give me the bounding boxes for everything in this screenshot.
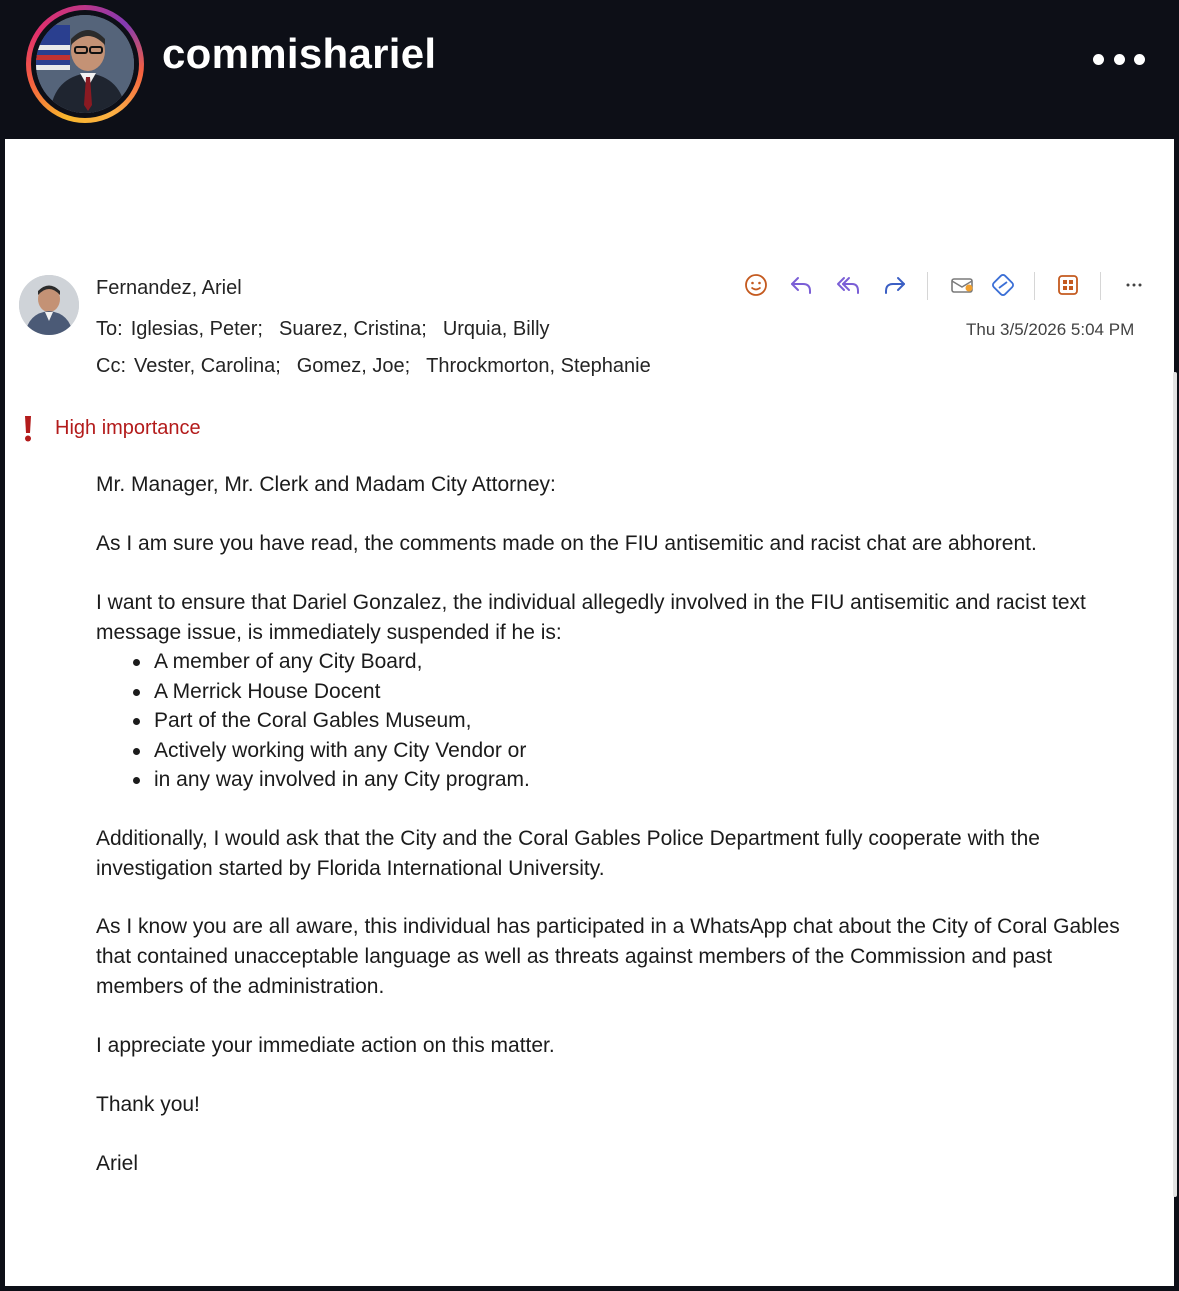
toolbar-divider bbox=[1034, 272, 1035, 300]
toolbar-divider bbox=[927, 272, 928, 300]
emoji-icon[interactable] bbox=[743, 272, 769, 298]
recipient[interactable]: Urquia, Billy bbox=[442, 318, 550, 340]
more-icon[interactable] bbox=[1121, 272, 1147, 298]
profile-username[interactable]: commishariel bbox=[162, 30, 437, 77]
reply-all-icon[interactable] bbox=[835, 272, 861, 298]
sent-timestamp: Thu 3/5/2026 5:04 PM bbox=[966, 320, 1135, 339]
body-greeting: Mr. Manager, Mr. Clerk and Madam City Attorney: bbox=[96, 473, 556, 496]
sender-name[interactable]: Fernandez, Ariel bbox=[96, 277, 242, 299]
apps-icon[interactable] bbox=[1055, 272, 1081, 298]
importance-flag bbox=[21, 413, 201, 443]
loop-icon[interactable] bbox=[990, 272, 1016, 298]
recipient[interactable]: Vester, Carolina; bbox=[134, 355, 281, 377]
list-item: A member of any City Board, bbox=[133, 647, 530, 677]
profile-avatar[interactable] bbox=[36, 15, 134, 113]
to-recipients bbox=[96, 318, 566, 341]
body-paragraph: I want to ensure that Dariel Gonzalez, the individual allegedly involved in the FIU antisemitic and racist text message issue, is immediately suspended if he is: bbox=[96, 591, 1086, 644]
list-item: in any way involved in any City program. bbox=[133, 765, 530, 795]
exclamation-icon bbox=[21, 414, 35, 442]
body-signature: Ariel bbox=[96, 1152, 139, 1175]
bullet-list bbox=[133, 647, 530, 795]
profile-header bbox=[5, 0, 1179, 139]
forward-icon[interactable] bbox=[882, 272, 908, 298]
list-item: Part of the Coral Gables Museum, bbox=[133, 706, 530, 736]
recipient[interactable]: Iglesias, Peter; bbox=[130, 318, 263, 340]
recipient[interactable]: Suarez, Cristina; bbox=[278, 318, 427, 340]
list-item: Actively working with any City Vendor or bbox=[133, 736, 530, 766]
to-label: To: bbox=[96, 318, 123, 340]
recipient[interactable]: Gomez, Joe; bbox=[296, 355, 411, 377]
recipient[interactable]: Throckmorton, Stephanie bbox=[426, 355, 651, 377]
body-paragraph: As I am sure you have read, the comments made on the FIU antisemitic and racist chat are abhorent. bbox=[96, 532, 1037, 555]
more-horizontal-icon[interactable] bbox=[1093, 52, 1145, 66]
reply-icon[interactable] bbox=[788, 272, 814, 298]
body-paragraph: As I know you are all aware, this individual has participated in a WhatsApp chat about the City of Coral Gables that contained unacceptable language as well as threats against members of the Commission and past members of the administration. bbox=[96, 915, 1120, 998]
cc-recipients bbox=[96, 355, 667, 378]
importance-label: High importance bbox=[55, 416, 201, 439]
mail-card-icon[interactable] bbox=[949, 272, 975, 298]
cc-label: Cc: bbox=[96, 355, 126, 377]
toolbar-divider bbox=[1100, 272, 1101, 300]
body-paragraph: I appreciate your immediate action on this matter. bbox=[96, 1034, 555, 1057]
list-item: A Merrick House Docent bbox=[133, 677, 530, 707]
body-closing: Thank you! bbox=[96, 1093, 200, 1116]
scrollbar[interactable] bbox=[1173, 372, 1177, 1197]
sender-avatar[interactable] bbox=[19, 275, 79, 335]
body-paragraph: Additionally, I would ask that the City and the Coral Gables Police Department fully cooperate with the investigation started by Florida International University. bbox=[96, 827, 1040, 880]
story-ring[interactable] bbox=[26, 5, 144, 123]
